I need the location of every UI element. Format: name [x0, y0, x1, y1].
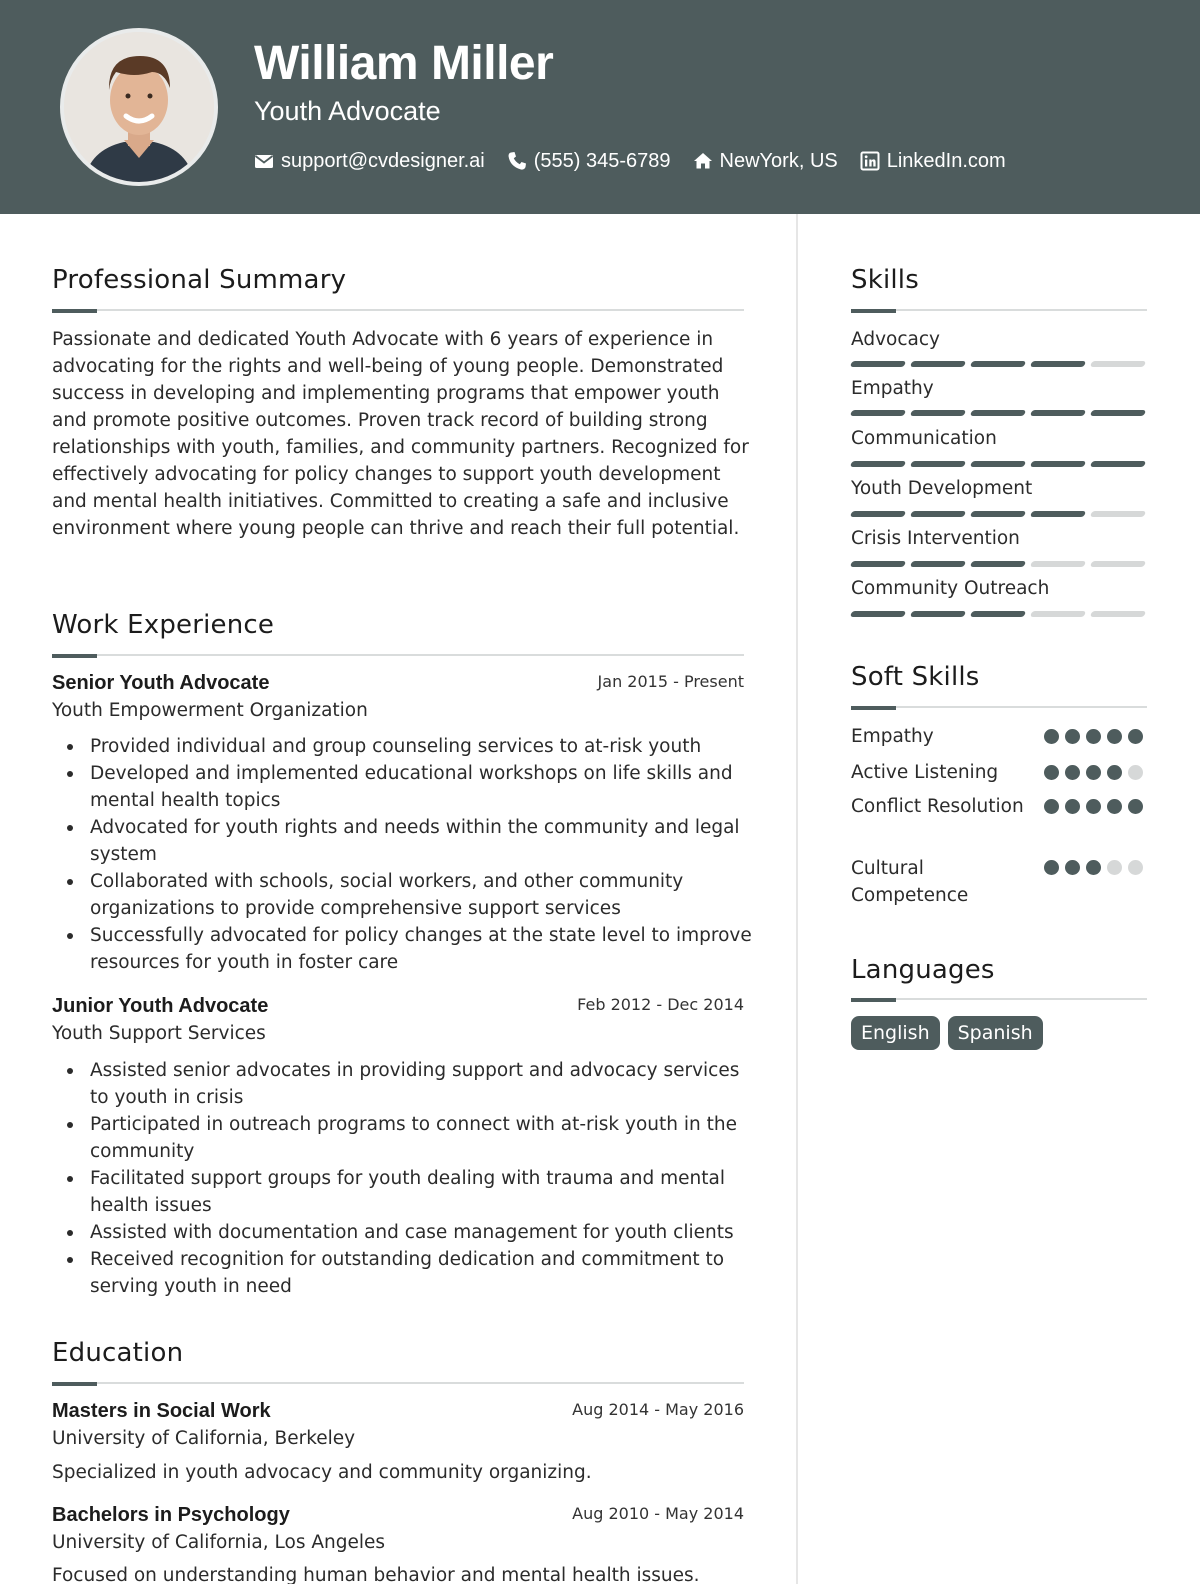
soft-skill-rating [1044, 860, 1143, 875]
phone-text: (555) 345-6789 [533, 149, 671, 172]
home-icon [693, 151, 713, 171]
contact-email[interactable] [254, 150, 485, 173]
phone-icon [507, 151, 527, 171]
rating-dot-empty [1128, 765, 1143, 780]
linkedin-icon [860, 151, 880, 171]
skill-name: Crisis Intervention [851, 528, 1020, 549]
skill-level-bar [851, 561, 1145, 567]
school-name: University of California, Berkeley [52, 1428, 356, 1449]
envelope-icon [254, 151, 274, 171]
job-organization: Youth Support Services [52, 1023, 266, 1044]
list-item: Participated in outreach programs to connect with at-risk youth in the community [52, 1111, 752, 1165]
skill-level-bar [851, 361, 1145, 367]
language-list [851, 1016, 1043, 1050]
soft-skills-title: Soft Skills [851, 662, 980, 692]
skill-level-bar [851, 410, 1145, 416]
skill-name: Communication [851, 428, 997, 449]
education-description: Specialized in youth advocacy and community organizing. [52, 1462, 592, 1483]
skill-segment-empty [1090, 511, 1146, 517]
skill-segment-filled [850, 561, 906, 567]
skill-level-bar [851, 611, 1145, 617]
skill-segment-filled [910, 511, 966, 517]
skill-segment-filled [1030, 511, 1086, 517]
skill-segment-filled [850, 611, 906, 617]
skill-segment-empty [1030, 561, 1086, 567]
soft-skills-rule [851, 706, 1147, 708]
rating-dot-filled [1107, 765, 1122, 780]
rating-dot-filled [1065, 765, 1080, 780]
soft-skill-rating [1044, 799, 1143, 814]
skill-segment-filled [910, 461, 966, 467]
rating-dot-filled [1086, 729, 1101, 744]
education-description: Focused on understanding human behavior and mental health issues. [52, 1565, 700, 1584]
list-item: Developed and implemented educational workshops on life skills and mental health topics [52, 760, 752, 814]
rating-dot-filled [1086, 765, 1101, 780]
contact-phone[interactable] [507, 150, 671, 173]
summary-title: Professional Summary [52, 265, 347, 295]
skill-segment-filled [1030, 361, 1086, 367]
summary-text: Passionate and dedicated Youth Advocate with 6 years of experience in advocating for the rights and well-being of young people. Demonstrated success in developing and implementing programs that empower youth and promote positive outcomes. Proven track record of building strong relationships with youth, families, and community partners. Recognized for effectively advocating for policy changes to support youth development and mental health initiatives. Committed to creating a safe and inclusive environment where young people can thrive and reach their full potential. [52, 329, 749, 539]
column-divider [796, 214, 798, 1584]
experience-title: Work Experience [52, 610, 275, 640]
skill-segment-filled [1090, 410, 1146, 416]
linkedin-text: LinkedIn.com [886, 149, 1006, 172]
rating-dot-empty [1107, 860, 1122, 875]
languages-rule [851, 998, 1147, 1000]
soft-skill-name: Conflict Resolution [851, 796, 1024, 817]
rating-dot-filled [1128, 799, 1143, 814]
skill-segment-empty [1090, 561, 1146, 567]
skill-segment-filled [1090, 461, 1146, 467]
email-text: support@cvdesigner.ai [281, 149, 485, 172]
soft-skill-rating [1044, 729, 1143, 744]
skill-segment-filled [1030, 461, 1086, 467]
skill-level-bar [851, 461, 1145, 467]
rating-dot-filled [1065, 860, 1080, 875]
list-item: Assisted senior advocates in providing support and advocacy services to youth in crisis [52, 1057, 752, 1111]
skill-segment-filled [1030, 410, 1086, 416]
candidate-role: Youth Advocate [254, 96, 441, 126]
education-rule [52, 1382, 744, 1384]
degree-title: Masters in Social Work [52, 1400, 271, 1422]
contact-location [693, 150, 838, 173]
skill-segment-filled [850, 511, 906, 517]
skill-segment-filled [970, 561, 1026, 567]
job-bullets [52, 1057, 752, 1300]
degree-title: Bachelors in Psychology [52, 1504, 290, 1526]
skill-segment-filled [850, 361, 906, 367]
rating-dot-filled [1128, 729, 1143, 744]
job-title: Senior Youth Advocate [52, 672, 270, 694]
location-text: NewYork, US [719, 149, 838, 172]
soft-skill-rating [1044, 765, 1143, 780]
skill-name: Community Outreach [851, 578, 1050, 599]
header-banner [0, 0, 1200, 214]
skill-segment-filled [970, 410, 1026, 416]
list-item: Collaborated with schools, social workers, and other community organizations to provide comprehensive support services [52, 868, 752, 922]
rating-dot-filled [1044, 799, 1059, 814]
languages-title: Languages [851, 955, 995, 985]
skill-segment-filled [910, 361, 966, 367]
job-title: Junior Youth Advocate [52, 995, 269, 1017]
education-date: Aug 2010 - May 2014 [572, 1504, 744, 1523]
job-date: Feb 2012 - Dec 2014 [577, 995, 744, 1014]
education-date: Aug 2014 - May 2016 [572, 1400, 744, 1419]
list-item: Successfully advocated for policy changes at the state level to improve resources for youth in foster care [52, 922, 752, 976]
rating-dot-filled [1107, 799, 1122, 814]
rating-dot-filled [1086, 860, 1101, 875]
rating-dot-filled [1107, 729, 1122, 744]
rating-dot-filled [1086, 799, 1101, 814]
skill-segment-empty [1090, 361, 1146, 367]
skill-name: Advocacy [851, 329, 940, 350]
profile-photo [60, 28, 218, 186]
contact-linkedin[interactable] [860, 150, 1006, 173]
job-date: Jan 2015 - Present [597, 672, 744, 691]
list-item: Advocated for youth rights and needs within the community and legal system [52, 814, 752, 868]
skill-segment-filled [970, 611, 1026, 617]
skill-name: Empathy [851, 378, 934, 399]
skill-segment-filled [970, 511, 1026, 517]
list-item: Facilitated support groups for youth dealing with trauma and mental health issues [52, 1165, 752, 1219]
rating-dot-filled [1065, 799, 1080, 814]
skill-segment-filled [850, 461, 906, 467]
skill-segment-empty [1090, 611, 1146, 617]
soft-skill-name: Active Listening [851, 762, 999, 783]
skill-segment-filled [910, 561, 966, 567]
language-badge: Spanish [948, 1016, 1043, 1050]
contact-bar [254, 146, 1028, 176]
job-organization: Youth Empowerment Organization [52, 700, 368, 721]
skill-segment-filled [910, 410, 966, 416]
list-item: Assisted with documentation and case management for youth clients [52, 1219, 752, 1246]
avatar [64, 32, 214, 182]
summary-rule [52, 309, 744, 311]
soft-skill-name: Cultural Competence [851, 858, 969, 906]
rating-dot-filled [1044, 729, 1059, 744]
list-item: Received recognition for outstanding dedication and commitment to serving youth in need [52, 1246, 752, 1300]
skills-title: Skills [851, 265, 919, 295]
rating-dot-filled [1044, 860, 1059, 875]
skill-segment-filled [850, 410, 906, 416]
skill-level-bar [851, 511, 1145, 517]
skills-rule [851, 309, 1147, 311]
language-badge: English [851, 1016, 940, 1050]
skill-segment-filled [970, 361, 1026, 367]
rating-dot-filled [1044, 765, 1059, 780]
education-title: Education [52, 1338, 184, 1368]
skill-name: Youth Development [851, 478, 1033, 499]
rating-dot-filled [1065, 729, 1080, 744]
list-item: Provided individual and group counseling services to at-risk youth [52, 733, 752, 760]
skill-segment-filled [970, 461, 1026, 467]
rating-dot-empty [1128, 860, 1143, 875]
school-name: University of California, Los Angeles [52, 1532, 386, 1553]
experience-rule [52, 654, 744, 656]
job-bullets [52, 733, 752, 976]
skill-segment-empty [1030, 611, 1086, 617]
candidate-name: William Miller [254, 37, 554, 90]
skill-segment-filled [910, 611, 966, 617]
soft-skill-name: Empathy [851, 726, 934, 747]
